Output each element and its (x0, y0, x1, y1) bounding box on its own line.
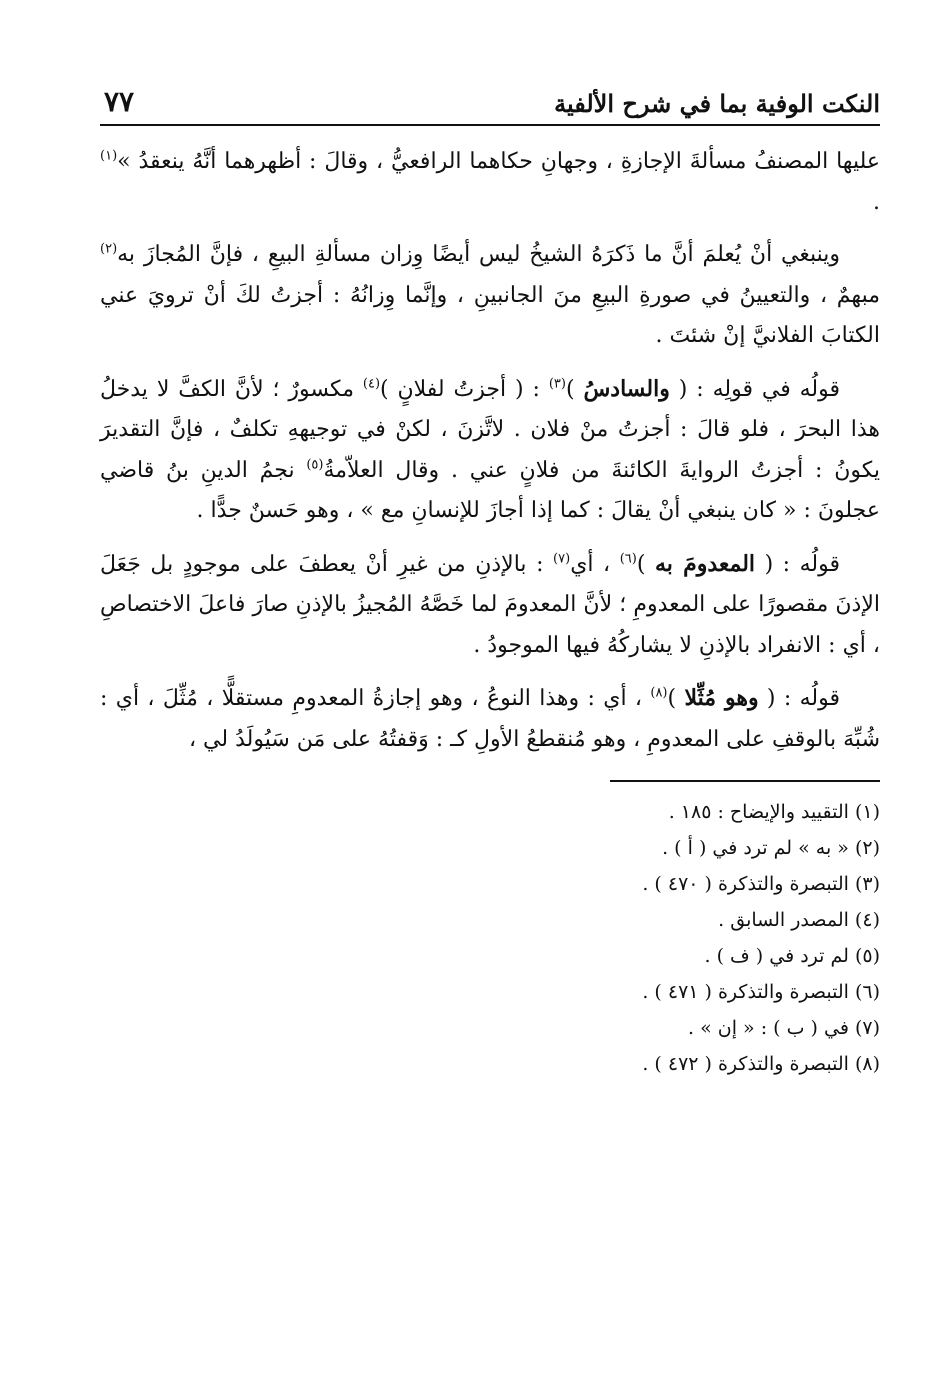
paragraph-2 (100, 235, 880, 357)
footnote-ref: (٦) (619, 551, 637, 567)
footnote-ref: (١) (100, 148, 118, 164)
footnote-2: (٢) « به » لم ترد في ( أ ) . (662, 837, 880, 859)
running-head (100, 70, 880, 126)
book-title: النكت الوفية بما في شرح الألفية (554, 89, 880, 118)
main-text (100, 142, 880, 760)
paragraph-1 (100, 142, 880, 223)
text-run: مبهمٌ ، والتعيينُ في صورةِ البيعِ منَ الجانبينِ ، وإنَّما وِزانُهُ : أجزتُ لكَ أنْ ترويَ عني الكتابَ الفلانيَّ إنْ شئتَ . (100, 282, 880, 348)
quoted-lemma: المعدومَ به (654, 550, 756, 577)
footnotes (100, 794, 880, 1082)
footnote-4: (٤) المصدر السابق . (718, 909, 880, 931)
text-run: : بالإذنِ من غيرِ أنْ يعطفَ على موجودٍ بل جَعَلَ الإذنَ مقصورًا على المعدومِ ؛ لأنَّ المعدومَ لما خَصَّهُ المُجيزُ بالإذنِ صارَ فاعلَ الاختصاصِ ، أي : الانفراد بالإذنِ لا يشاركُهُ فيها الموجودُ . (100, 551, 880, 658)
footnote-ref: (٧) (553, 551, 571, 567)
text-run: ) (636, 551, 655, 577)
text-run: وينبغي أنْ يُعلمَ أنَّ ما ذَكرَهُ الشيخُ ليس أيضًا وِزان مسألةِ البيعِ ، فإنَّ المُجازَ به (117, 242, 840, 267)
quoted-lemma: والسادسُ (583, 375, 670, 402)
text-run: مكسورٌ ؛ لأنَّ الكفَّ لا يدخلُ هذا البحرَ ، فلو قالَ : أجزتُ منْ فلان . لاتَّزنَ ، لكنْ في توجيههِ تكلفٌ ، فإنَّ التقديرَ يكونُ : أجزتُ الروايةَ الكائنةَ من فلانٍ عني . وقال العلاّمةُ (100, 376, 881, 483)
footnote-ref: (٢) (100, 241, 118, 257)
footnote-ref: (٥) (306, 457, 324, 473)
text-run: . (873, 189, 880, 215)
text-run: قولُه : ( (755, 551, 841, 577)
footnote-8: (٨) التبصرة والتذكرة ( ٤٧٢ ) . (642, 1053, 880, 1075)
text-run: نجمُ الدينِ بنُ قاضي عجلونَ : « كان ينبغي أنْ يقالَ : كما إذا أجازَ للإنسانِ مع » ، وهو حَسنٌ جدًّا . (100, 457, 880, 523)
text-run: ، أي (570, 551, 620, 577)
quoted-lemma: وهو مُثِّلا (684, 685, 759, 711)
footnote-5: (٥) لم ترد في ( ف ) . (704, 945, 880, 967)
text-run: قولُه في قولِه : ( (669, 376, 841, 402)
text-run: عليها المصنفُ مسألةَ الإجازةِ ، وجهانِ حكاهما الرافعيُّ ، وقالَ : أظهرهما أنَّهُ ينعقدُ » (117, 149, 880, 174)
footnote-separator (610, 780, 880, 782)
paragraph-3 (100, 369, 880, 532)
footnote-ref: (٣) (548, 376, 566, 392)
text-run: : ( أجزتُ لفلانٍ ) (380, 376, 549, 402)
text-run: ) (667, 686, 685, 711)
text-run: ، أي : وهذا النوعُ ، وهو إجازةُ المعدومِ مستقلًّا ، مُثِّلَ ، أي : شُبِّهَ بالوقفِ على المعدومِ ، وهو مُنقطعُ الأولِ كـ : وَقفتُهُ على مَن سَيُولَدُ لي ، (100, 686, 880, 752)
paragraph-4 (100, 544, 880, 667)
footnote-ref: (٨) (650, 685, 668, 701)
text-run: ) (565, 376, 584, 402)
footnote-1: (١) التقييد والإيضاح : ١٨٥ . (668, 801, 880, 823)
page-number: ٧٧ (104, 85, 135, 118)
footnote-ref: (٤) (362, 376, 381, 392)
paragraph-5 (100, 678, 880, 760)
footnote-6: (٦) التبصرة والتذكرة ( ٤٧١ ) . (642, 981, 880, 1003)
footnote-3: (٣) التبصرة والتذكرة ( ٤٧٠ ) . (642, 873, 880, 895)
book-page (100, 70, 880, 1082)
footnote-7: (٧) في ( ب ) : « إن » . (688, 1017, 880, 1039)
text-run: قولُه : ( (758, 686, 840, 711)
